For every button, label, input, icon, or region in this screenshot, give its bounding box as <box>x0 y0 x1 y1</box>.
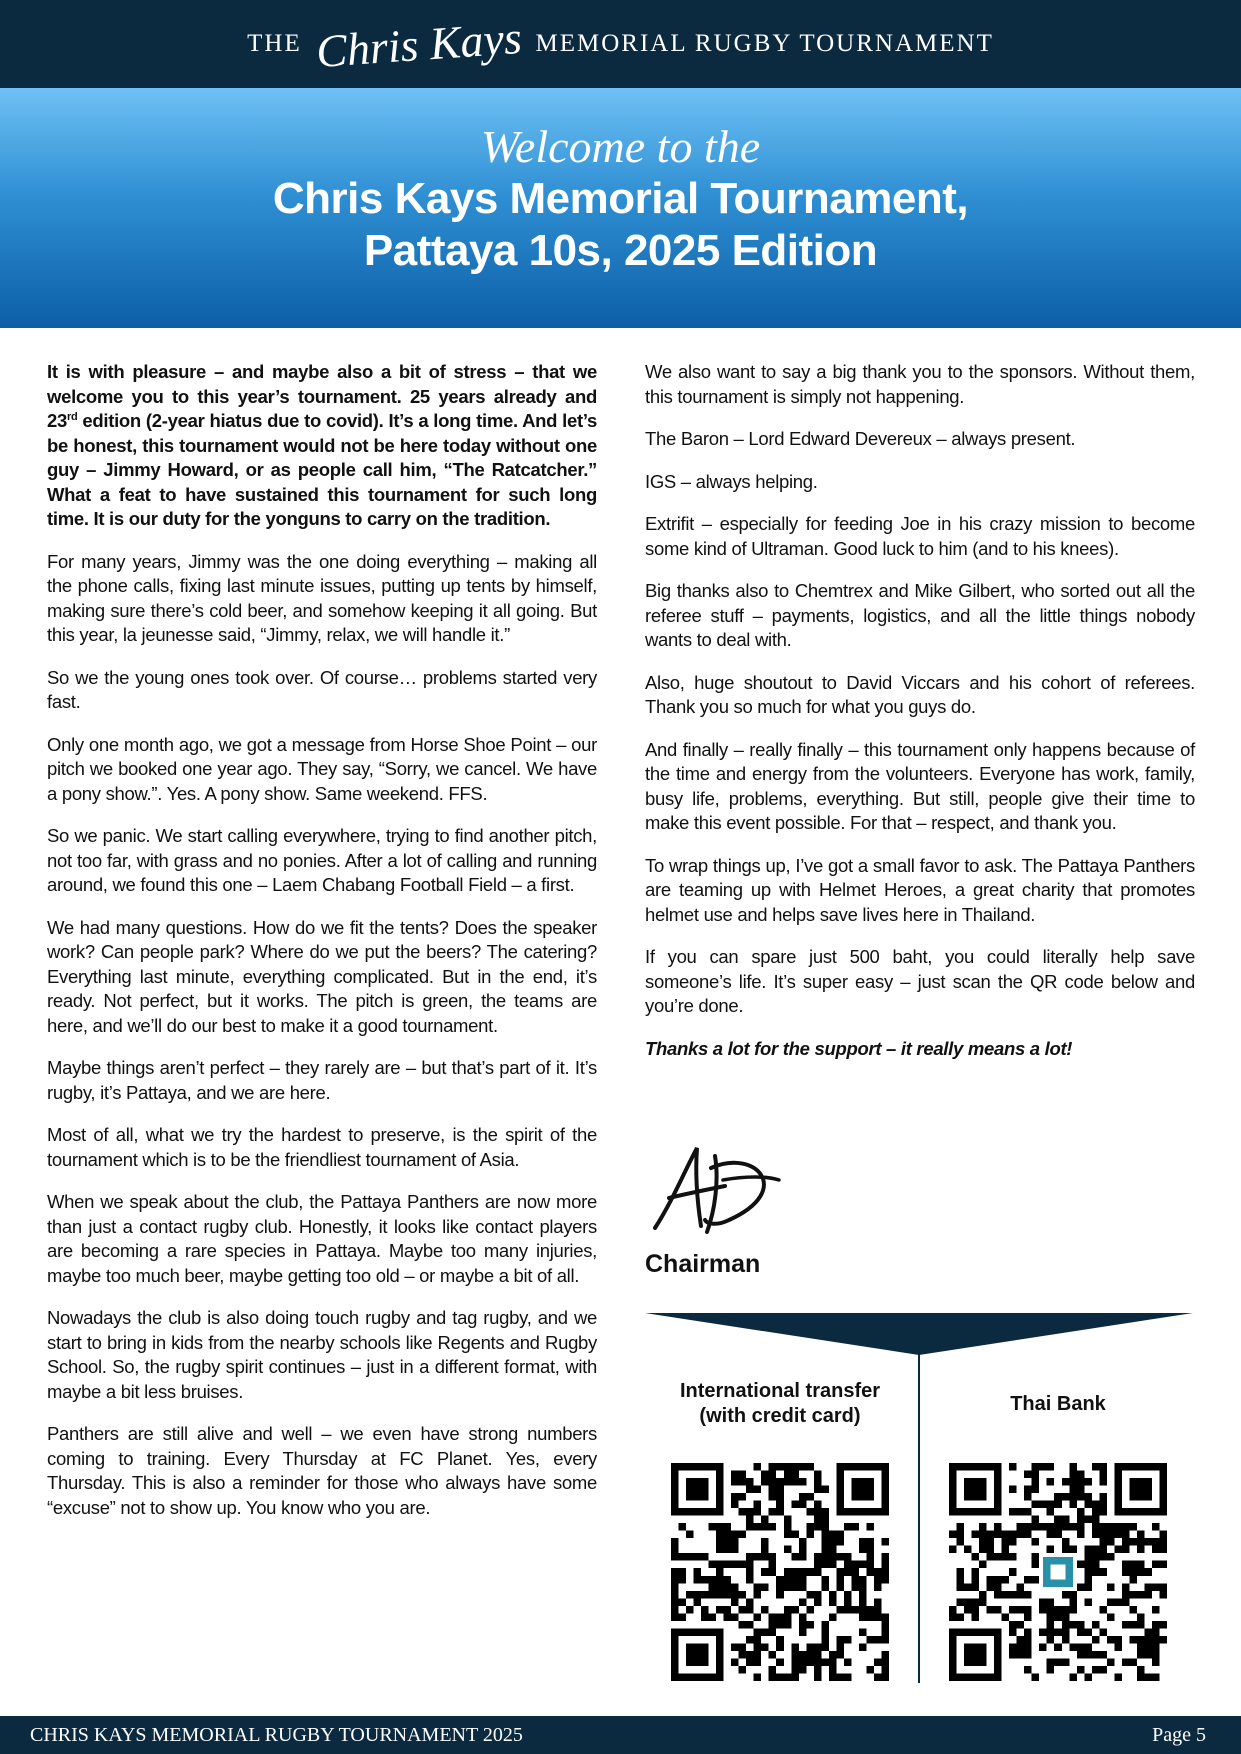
header-suffix: MEMORIAL RUGBY TOURNAMENT <box>535 30 994 57</box>
international-qr-code[interactable] <box>671 1463 889 1681</box>
international-label-line1: International transfer <box>679 1380 881 1402</box>
paragraph: Maybe things aren’t perfect – they rarely are – but that’s part of it. It’s rugby, it’s Pattaya, and we are here. <box>47 1057 597 1103</box>
paragraph: Panthers are still alive and well – we even have strong numbers coming to training. Every Thursday at FC Planet. Yes, every Thursday. This is also a reminder for those who always have some “excuse” not to show up. You know who you are. <box>47 1423 597 1518</box>
hero-banner <box>0 88 1241 328</box>
international-label-line2: (with credit card) <box>699 1405 861 1427</box>
paragraph: To wrap things up, I’ve got a small favor to ask. The Pattaya Panthers are teaming up with Helmet Heroes, a great charity that promotes helmet use and helps save lives here in Thailand. <box>645 854 1195 925</box>
thanks-line: Thanks a lot for the support – it really means a lot! <box>645 1037 1073 1059</box>
paragraph: And finally – really finally – this tournament only happens because of the time and energy from the volunteers. Everyone has work, family, busy life, problems, everything. But still, people give their time to make this event possible. For that – respect, and thank you. <box>645 738 1195 833</box>
header-prefix: THE <box>247 30 302 57</box>
page-number: Page 5 <box>1152 1723 1206 1746</box>
right-column <box>645 360 1195 1079</box>
paragraph: If you can spare just 500 baht, you could literally help save someone’s life. It’s super easy – just scan the QR code below and you’re done. <box>645 946 1195 1016</box>
paragraph: Extrifit – especially for feeding Joe in his crazy mission to become some kind of Ultraman. Good luck to him (and to his knees). <box>645 513 1195 559</box>
header-script-name: Chris Kays <box>314 11 524 77</box>
footer-bar <box>0 1716 1241 1754</box>
thai-bank-label-text: Thai Bank <box>1010 1392 1106 1415</box>
paragraph: So we panic. We start calling everywhere, trying to find another pitch, not too far, with grass and no ponies. After a lot of calling and running around, we found this one – Laem Chabang Football Field – a first. <box>47 825 597 895</box>
paragraph: IGS – always helping. <box>645 470 818 492</box>
lead-paragraph <box>47 360 597 532</box>
paragraph: Only one month ago, we got a message from Horse Shoe Point – our pitch we booked one year ago. They say, “Sorry, we cancel. We have a pony show.”. Yes. A pony show. Same weekend. FFS. <box>47 733 597 804</box>
donation-banner <box>645 1313 1193 1355</box>
paragraph: When we speak about the club, the Pattaya Panthers are now more than just a contact rugby club. Honestly, it looks like contact players are becoming a rare species in Pattaya. Maybe too many injuries, maybe too much beer, maybe getting too old – or maybe a bit of all. <box>47 1191 597 1286</box>
paragraph: The Baron – Lord Edward Devereux – always present. <box>645 428 1076 449</box>
lead-text-b: edition (2-year hiatus due to covid). It’s a long time. And let’s be honest, this tournament would not be here today without one guy – Jimmy Howard, or as people call him, “The Ratcatcher.” What a feat to have sustained this tournament for such long time. It is our duty for the yonguns to carry on the tradition. <box>47 410 597 529</box>
international-transfer-panel <box>645 1363 915 1681</box>
paragraph: Most of all, what we try the hardest to preserve, is the spirit of the tournament which is to be the friendliest tournament of Asia. <box>47 1124 597 1170</box>
hero-welcome: Welcome to the <box>480 121 761 172</box>
paragraph: Also, huge shoutout to David Viccars and his cohort of referees. Thank you so much for what you guys do. <box>645 671 1195 717</box>
paragraph: So we the young ones took over. Of course… problems started very fast. <box>47 666 597 712</box>
qr-divider <box>918 1351 920 1683</box>
paragraph: Nowadays the club is also doing touch rugby and tag rugby, and we start to bring in kids from the nearby schools like Regents and Rugby School. So, the rugby spirit continues – just in a different format, with maybe a bit less bruises. <box>47 1307 597 1402</box>
signature-role: Chairman <box>645 1250 761 1278</box>
thai-bank-panel <box>923 1363 1193 1681</box>
footer-title: CHRIS KAYS MEMORIAL RUGBY TOURNAMENT 2025 <box>30 1723 523 1746</box>
donation-section <box>645 1313 1193 1683</box>
lead-superscript: rd <box>66 410 78 423</box>
signature-image <box>645 1140 785 1240</box>
paragraph: We had many questions. How do we fit the tents? Does the speaker work? Can people park? Where do we put the beers? The catering? Everything last minute, everything complicated. But in the end, it’s ready. Not perfect, but it works. The pitch is green, the teams are here, and we’ll do our best to make it a good tournament. <box>47 916 597 1036</box>
paragraph: For many years, Jimmy was the one doing everything – making all the phone calls, fixing last minute issues, putting up tents by himself, making sure there’s cold beer, and somehow keeping it all going. But this year, la jeunesse said, “Jimmy, relax, we will handle it.” <box>47 550 597 645</box>
paragraph: We also want to say a big thank you to the sponsors. Without them, this tournament is simply not happening. <box>645 361 1195 407</box>
paragraph: Big thanks also to Chemtrex and Mike Gilbert, who sorted out all the referee stuff – payments, logistics, and all the little things nobody wants to deal with. <box>645 580 1195 650</box>
thai-bank-qr-code[interactable] <box>949 1463 1167 1681</box>
hero-title-line2: Pattaya 10s, 2025 Edition <box>363 226 878 276</box>
lead-text-a: It is with pleasure – and maybe also a bit of stress – that we welcome you to this year’s tournament. 25 years already and 23 <box>47 361 597 431</box>
left-column <box>47 360 597 1538</box>
international-transfer-label <box>645 1369 915 1439</box>
thai-bank-label <box>923 1369 1193 1439</box>
top-header-bar <box>0 0 1241 88</box>
hero-title-line1: Chris Kays Memorial Tournament, <box>272 173 969 223</box>
